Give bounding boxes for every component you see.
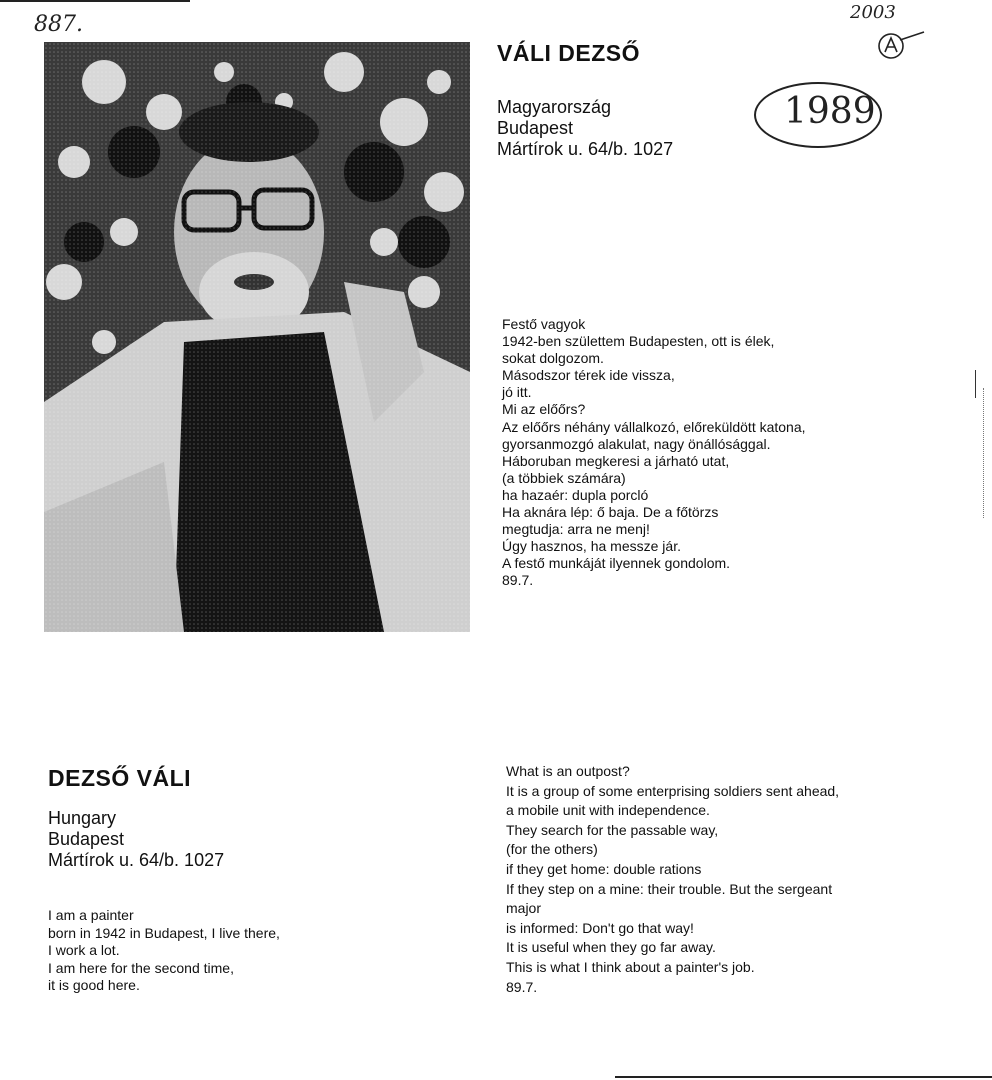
intro-english [48, 907, 280, 995]
text-line: ha hazaér: dupla porcló [502, 486, 649, 503]
handwritten-circled-year: 1989 [784, 91, 876, 132]
text-line: Úgy hasznos, ha messze jár. [502, 538, 681, 555]
text-line: They search for the passable way, [506, 821, 719, 838]
statement-english [506, 762, 839, 997]
text-line: It is useful when they go far away. [506, 939, 716, 956]
address-country: Magyarország [497, 97, 612, 117]
top-edge-line [0, 0, 190, 2]
text-line: It is a group of some enterprising soldiers sent ahead, [506, 782, 840, 799]
text-line: I work a lot. [48, 942, 120, 958]
address-street: Mártírok u. 64/b. 1027 [48, 850, 225, 870]
handwritten-catalog-number: 887. [34, 12, 83, 37]
text-line: (a többiek számára) [502, 469, 626, 486]
address-city: Budapest [497, 118, 574, 138]
text-line: Másodszor térek ide vissza, [502, 367, 675, 384]
text-line: This is what I think about a painter's job. [506, 958, 755, 975]
text-line: major [506, 900, 542, 917]
text-line: megtudja: arra ne menj! [502, 521, 650, 538]
text-line: sokat dolgozom. [502, 350, 604, 367]
text-line: born in 1942 in Budapest, I live there, [48, 924, 280, 941]
address-block-hungarian [497, 97, 673, 160]
handwritten-year-note: 2003 [850, 2, 896, 23]
statement-hungarian [502, 316, 806, 590]
scan-artifact-mark [975, 370, 976, 398]
text-line: is informed: Don't go that way! [506, 919, 694, 936]
text-line: 89.7. [506, 978, 538, 995]
text-line: I am a painter [48, 907, 134, 923]
artist-portrait-photo [44, 42, 470, 632]
text-line: If they step on a mine: their trouble. But the sergeant [506, 880, 833, 897]
name-title-hungarian: VÁLI DEZSŐ [497, 40, 641, 66]
address-country: Hungary [48, 808, 117, 828]
text-line: What is an outpost? [506, 763, 630, 779]
text-line: Háboruban megkeresi a járható utat, [502, 452, 730, 469]
text-line: A festő munkáját ilyennek gondolom. [502, 555, 731, 572]
text-line: it is good here. [48, 977, 140, 993]
text-line: gyorsanmozgó alakulat, nagy önállósággal. [502, 435, 771, 452]
address-block-english [48, 808, 224, 871]
address-street: Mártírok u. 64/b. 1027 [497, 139, 674, 159]
scan-artifact-mark [983, 388, 985, 518]
text-line: I am here for the second time, [48, 959, 234, 976]
bottom-edge-line [615, 1076, 992, 1078]
text-line: Mi az előőrs? [502, 401, 586, 418]
text-line: if they get home: double rations [506, 860, 702, 877]
text-line: a mobile unit with independence. [506, 802, 710, 819]
address-city: Budapest [48, 829, 125, 849]
handwritten-circled-a-mark [866, 28, 928, 68]
text-line: 89.7. [502, 572, 534, 589]
text-line: jó itt. [502, 384, 532, 401]
text-line: Az előőrs néhány vállalkozó, előreküldött katona, [502, 418, 806, 435]
name-title-english: DEZSŐ VÁLI [48, 765, 192, 791]
text-line: 1942-ben születtem Budapesten, ott is élek, [502, 333, 775, 350]
text-line: (for the others) [506, 841, 598, 858]
text-line: Ha aknára lép: ő baja. De a főtörzs [502, 504, 719, 521]
text-line: Festő vagyok [502, 316, 586, 332]
